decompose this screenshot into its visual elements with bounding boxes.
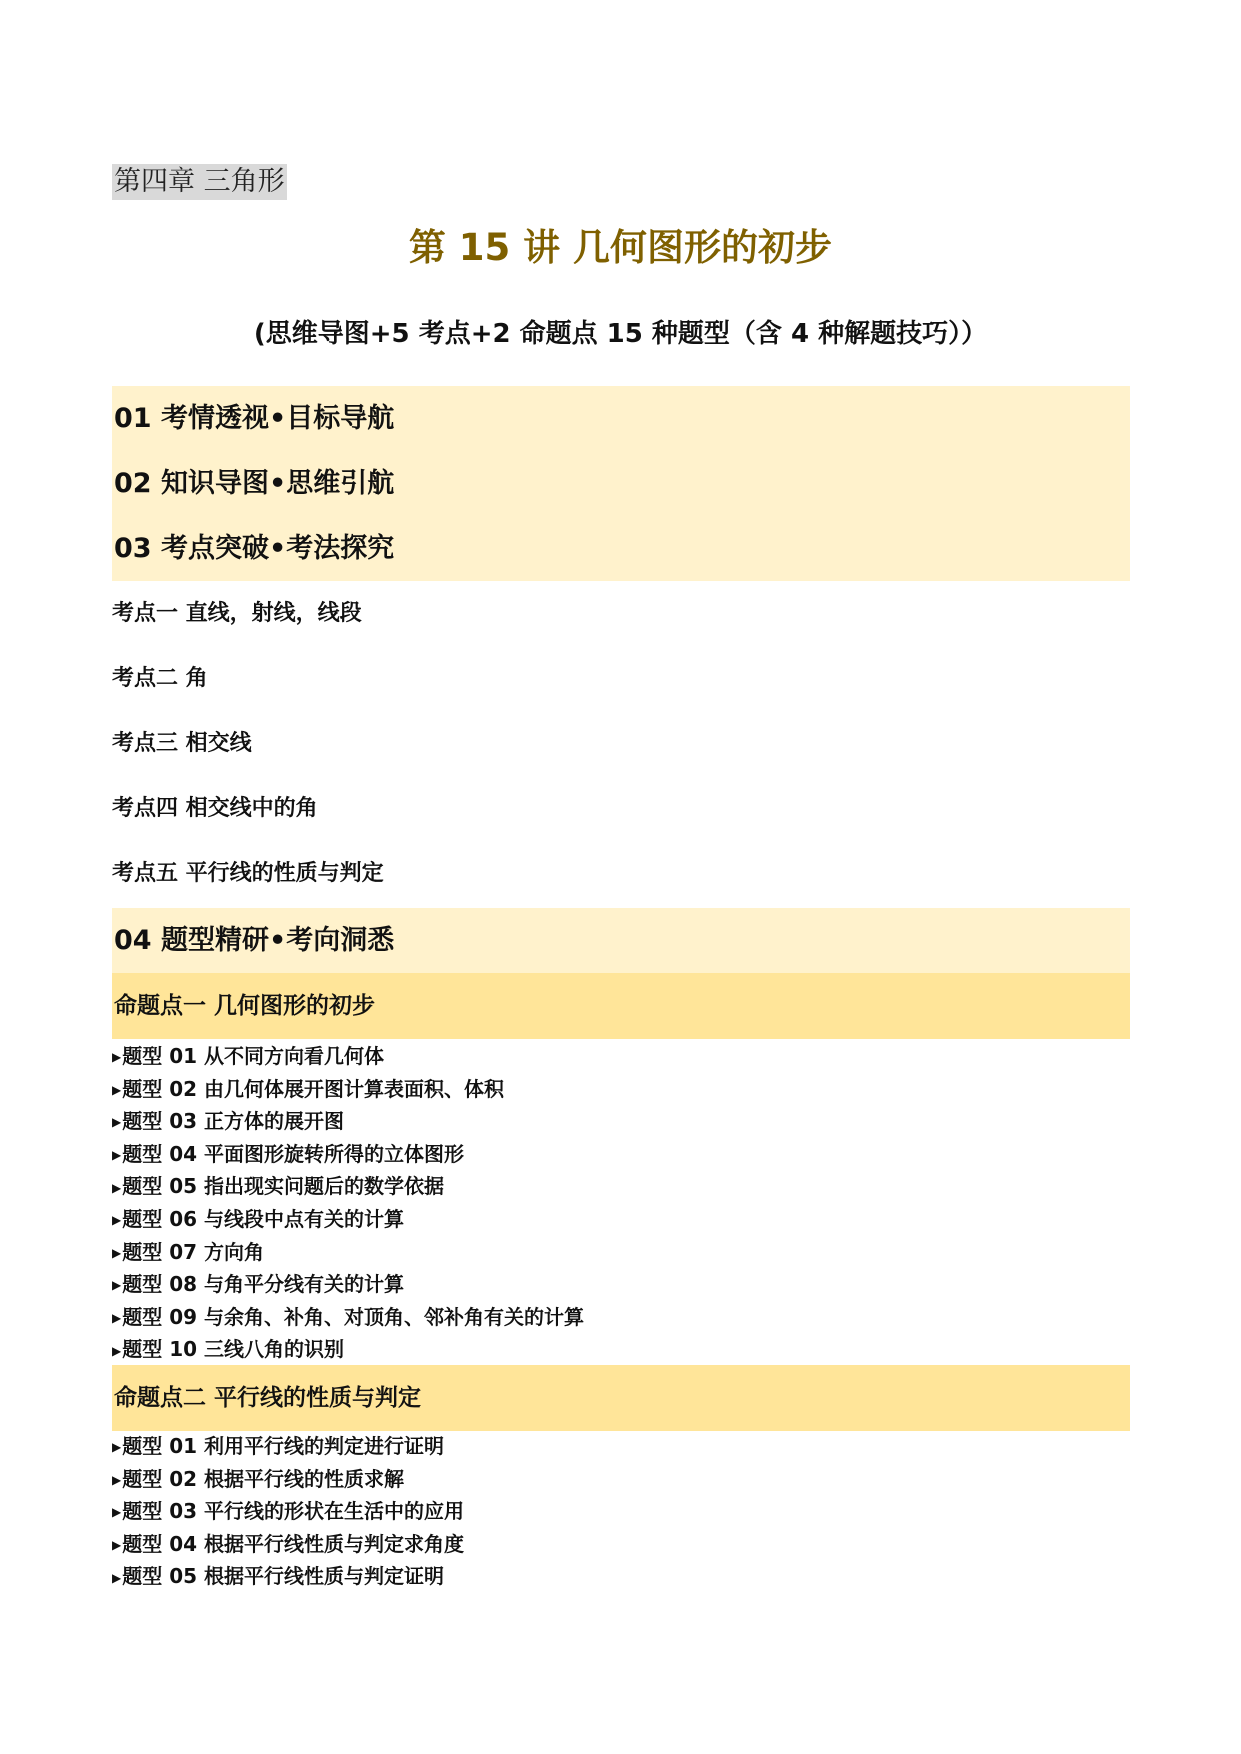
- list-item: ▶题型 07 方向角: [112, 1236, 584, 1269]
- toc-sections-block: [112, 386, 1130, 581]
- kaodian-item: 考点二 角: [112, 666, 208, 691]
- proposition-2-heading: 命题点二 平行线的性质与判定: [112, 1365, 1130, 1431]
- section-heading-02: 02 知识导图•思维引航: [114, 468, 395, 499]
- list-item: ▶题型 10 三线八角的识别: [112, 1333, 584, 1366]
- proposition-1-list: [112, 1040, 584, 1366]
- proposition-1-heading: 命题点一 几何图形的初步: [112, 973, 1130, 1039]
- list-item: ▶题型 02 根据平行线的性质求解: [112, 1463, 464, 1496]
- list-item: ▶题型 05 根据平行线性质与判定证明: [112, 1560, 464, 1593]
- triangle-right-icon: ▶: [112, 1050, 122, 1065]
- section-04-block: [112, 908, 1130, 973]
- list-item: ▶题型 01 从不同方向看几何体: [112, 1040, 584, 1073]
- list-item: ▶题型 03 平行线的形状在生活中的应用: [112, 1495, 464, 1528]
- triangle-right-icon: ▶: [112, 1343, 122, 1358]
- triangle-right-icon: ▶: [112, 1115, 122, 1130]
- triangle-right-icon: ▶: [112, 1440, 122, 1455]
- proposition-2-list: [112, 1430, 464, 1593]
- section-heading-04: 04 题型精研•考向洞悉: [114, 925, 395, 956]
- triangle-right-icon: ▶: [112, 1245, 122, 1260]
- list-item: ▶题型 06 与线段中点有关的计算: [112, 1203, 584, 1236]
- triangle-right-icon: ▶: [112, 1537, 122, 1552]
- kaodian-item: 考点一 直线，射线，线段: [112, 601, 362, 626]
- triangle-right-icon: ▶: [112, 1310, 122, 1325]
- list-item: ▶题型 05 指出现实问题后的数学依据: [112, 1170, 584, 1203]
- triangle-right-icon: ▶: [112, 1213, 122, 1228]
- list-item: ▶题型 03 正方体的展开图: [112, 1105, 584, 1138]
- section-heading-01: 01 考情透视•目标导航: [114, 403, 395, 434]
- list-item: ▶题型 02 由几何体展开图计算表面积、体积: [112, 1073, 584, 1106]
- lecture-title: 第 15 讲 几何图形的初步: [408, 226, 833, 269]
- triangle-right-icon: ▶: [112, 1505, 122, 1520]
- triangle-right-icon: ▶: [112, 1278, 122, 1293]
- triangle-right-icon: ▶: [112, 1570, 122, 1585]
- kaodian-item: 考点五 平行线的性质与判定: [112, 861, 384, 886]
- triangle-right-icon: ▶: [112, 1180, 122, 1195]
- kaodian-item: 考点四 相交线中的角: [112, 796, 318, 821]
- section-heading-03: 03 考点突破•考法探究: [114, 533, 395, 564]
- chapter-label: 第四章 三角形: [112, 164, 287, 200]
- lecture-subtitle: (思维导图+5 考点+2 命题点 15 种题型（含 4 种解题技巧））: [253, 319, 988, 349]
- list-item: ▶题型 09 与余角、补角、对顶角、邻补角有关的计算: [112, 1301, 584, 1334]
- triangle-right-icon: ▶: [112, 1472, 122, 1487]
- triangle-right-icon: ▶: [112, 1082, 122, 1097]
- list-item: ▶题型 08 与角平分线有关的计算: [112, 1268, 584, 1301]
- triangle-right-icon: ▶: [112, 1147, 122, 1162]
- list-item: ▶题型 04 平面图形旋转所得的立体图形: [112, 1138, 584, 1171]
- list-item: ▶题型 01 利用平行线的判定进行证明: [112, 1430, 464, 1463]
- list-item: ▶题型 04 根据平行线性质与判定求角度: [112, 1528, 464, 1561]
- kaodian-item: 考点三 相交线: [112, 731, 252, 756]
